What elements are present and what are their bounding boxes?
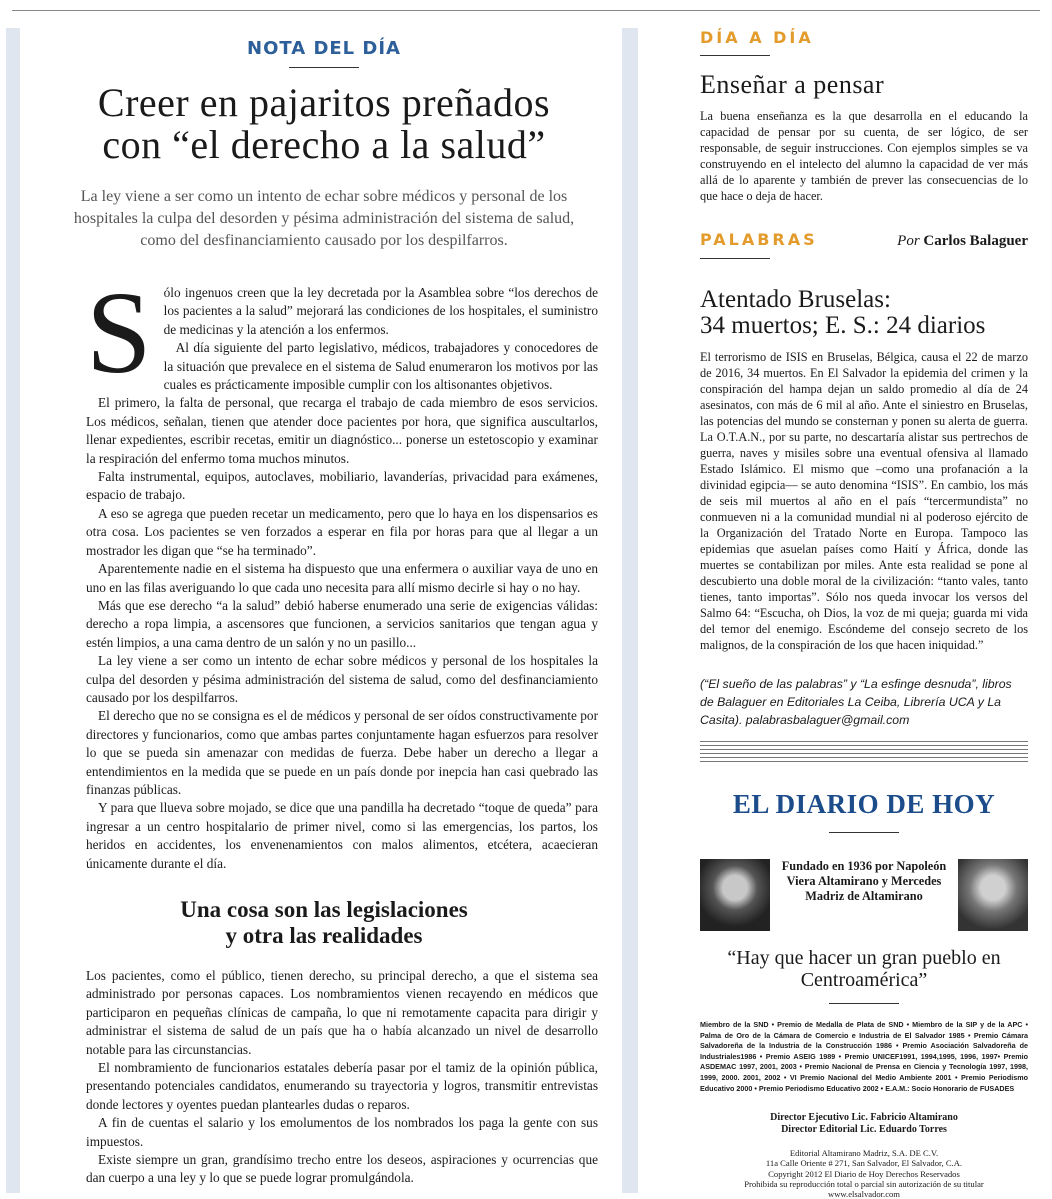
palabras-header: [700, 230, 1028, 250]
top-rule: [12, 10, 1040, 11]
founder-photo: [958, 859, 1028, 931]
paragraph: Existe siempre un gran, grandísimo trecho entre los deseos, aspiraciones y ocurrencias que dan cuerpo a una ley y lo que se puede lograr promulgándola.: [86, 1152, 598, 1186]
founder-quote: “Hay que hacer un gran pueblo en Centroamérica”: [727, 947, 1001, 991]
palabras-kicker: PALABRAS: [700, 230, 818, 249]
dia-text: La buena enseñanza es la que desarrolla en el educando la capacidad de pensar por su cuenta, de ser lógico, de ser responsable, de seguir instrucciones. Con ejemplos simples se va construyendo en el intelecto del alumno la capacidad de ver más allá de lo aparente y también de prever las consecuencias de lo que hace o deja de hacer.: [700, 109, 1028, 203]
byline-por: Por: [897, 233, 920, 249]
palabras-text: El terrorismo de ISIS en Bruselas, Bélgica, causa el 22 de marzo de 2016, 34 muertos. En El Salvador la epidemia del crimen y la conspiración del hampa dejan un saldo promedio al día de 24 asesinatos, con más de 6 mil al año. Ante el siniestro en Bruselas, las potencias del mundo se consternan y ponen su alerta de guerra. La O.T.A.N., por su parte, no descartaría alistar sus pertrechos de guerra, naves y misiles sobre una eventual ofensiva al llamado Estado Islámico. El mismo que –como una profanación a la divinidad egipcia— se auto denomina “ISIS”. En cambio, los más de seis mil muertos al año en el país “tercermundista” no conmueven ni a la comunidad mundial ni al poderoso ejército de la Organización del Tratado Norte en Europa. Tampoco las epidemias que asuelan países como Haití y África, donde las muertes se contabilizan por miles. Ante esta realidad se pone al descubierto una doble moral de la civilización: “tanto vales, tanto tienes, tanto importas”. Sólo nos queda invocar los versos del Salmo 64: “Escucha, oh Dios, la voz de mi queja; guarda mi vida del temor del enemigo. Escóndeme del consejo secreto de los malignos, de la conspiración de los que hacen iniquidad.”: [700, 350, 1028, 652]
headline-line-2: con “el derecho a la salud”: [102, 122, 546, 167]
quote-rule: [829, 1003, 899, 1004]
director-line: Director Editorial Lic. Eduardo Torres: [781, 1124, 947, 1136]
nota-deck: La ley viene a ser como un intento de echar sobre médicos y personal de los hospitales la culpa del desorden y pésima administración del sistema de salud, como del desfinanciamiento causado por los despilfarros.: [73, 188, 575, 249]
palabras-credit: (“El sueño de las palabras” y “La esfinge desnuda”, libros de Balaguer en Editoriales La Ceiba, Librería UCA y La Casita). palabrasbalaguer@gmail.com: [700, 677, 1012, 727]
paragraph: Al día siguiente del parto legislativo, médicos, trabajadores y conocedores de la situación que prevalece en el sistema de Salud enumeraron los motivos por las cuales es prácticamente imposible cumplir con los altisonantes objetivos.: [163, 340, 598, 393]
palabras-rule: [700, 258, 770, 259]
paragraph: Y para que llueva sobre mojado, se dice que una pandilla ha decretado “toque de queda” para ingresar a un centro hospitalario de primer nivel, como si las emergencias, los partos, los heridos en accidentes, los envenenamientos con malos alimentos, etcétera, acaecieran únicamente durante el día.: [86, 800, 598, 871]
paragraph: A eso se agrega que pueden recetar un medicamento, pero que lo haya en los dispensarios es otra cosa. Los pacientes se ven forzados a esperar en fila por horas para que al llegar a un mostrador les digan que “se ha terminado”.: [86, 505, 598, 558]
director-line: Director Ejecutivo Lic. Fabricio Altamirano: [770, 1112, 958, 1124]
imprint-line: Editorial Altamirano Madriz, S.A. DE C.V.: [789, 1148, 939, 1159]
palabras-title: [700, 287, 1028, 339]
dia-rule: [700, 55, 770, 56]
paragraph: El derecho que no se consigna es el de médicos y personal de ser oídos constructivamente por directores y funcionarios, como que ambas partes conjuntamente hagan esfuerzos para resolver lo que se pueda sin amenazar con medidas de fuerza. Debe haber un derecho a llegar a entendimientos en la medida que se puede en un país donde por inepcia han casi quebrado las finanzas públicas.: [86, 708, 598, 797]
paragraph: Falta instrumental, equipos, autoclaves, mobiliario, lavanderías, privacidad para exámenes, espacio de trabajo.: [86, 469, 598, 503]
founders-block: [700, 859, 1028, 947]
paragraph: Aparentemente nadie en el sistema ha dispuesto que una enfermera o auxiliar vaya de uno en uno en las filas averiguando lo que cada uno necesita para allí mismo decirle si hay o no hay.: [86, 561, 598, 595]
nota-subhead: [30, 897, 618, 949]
byline-author: Carlos Balaguer: [923, 233, 1028, 249]
dia-title: Enseñar a pensar: [700, 70, 885, 99]
imprint: [700, 1148, 1028, 1199]
nota-headline: [40, 82, 608, 166]
paragraph: ólo ingenuos creen que la ley decretada por la Asamblea sobre “los derechos de los pacientes a la salud” mejorará las condiciones de los hospitales, el suministro de medicinas y la atención a los enfermos.: [163, 285, 598, 337]
founder-photo: [700, 859, 770, 931]
masthead-logo: EL DIARIO DE HOY: [732, 789, 996, 819]
paragraph: A fin de cuentas el salario y los emolumentos de los nombrados los paga la gente con sus impuestos.: [86, 1115, 598, 1149]
kicker-rule: [289, 67, 359, 68]
palabras-title-line-1: Atentado Bruselas:: [700, 286, 891, 313]
imprint-line: Copyright 2012 El Diario de Hoy Derechos Reservados: [768, 1168, 960, 1179]
paragraph: Más que ese derecho “a la salud” debió haberse enumerado una serie de exigencias válidas: derecho a ropa limpia, a ascensores que funcionen, a servicios sanitarios que tengan agua y estén limpios, a una cama dentro de un salón y no un pasillo...: [86, 597, 598, 650]
subhead-line-1: Una cosa son las legislaciones: [180, 897, 468, 922]
nota-kicker: NOTA DEL DÍA: [247, 38, 401, 59]
imprint-line: 11a Calle Oriente # 271, San Salvador, El Salvador, C.A.: [765, 1158, 963, 1169]
palabras-byline: [897, 233, 1028, 250]
paragraph: El nombramiento de funcionarios estatales debería pasar por el tamiz de la opinión pública, presentando potenciales candidatos, enumerando su trayectoria y logros, transmitir entrevistas donde lectores y oyentes puedan plantearles dudas o reparos.: [86, 1060, 598, 1112]
nota-body: [86, 267, 598, 873]
left-band: [6, 28, 20, 1193]
paragraph: El primero, la falta de personal, que recarga el trabajo de cada miembro de esos servicios. Los médicos, señalan, tienen que atender doce pacientes por hora, que significa auscultarlos, llenar expedientes, escribir recetas, emitir un diagnóstico... ponerse un estetoscopio y examinar la respiración del enfermo toma muchos minutos.: [86, 395, 598, 466]
nota-body-2: [86, 967, 598, 1188]
headline-line-1: Creer en pajaritos preñados: [97, 80, 551, 125]
imprint-line: www.elsalvador.com: [828, 1188, 900, 1199]
dia-kicker: DÍA A DÍA: [700, 28, 814, 47]
nota-del-dia-column: [30, 28, 618, 1188]
palabras-title-line-2: 34 muertos; E. S.: 24 diarios: [700, 312, 986, 339]
masthead-rule: [829, 832, 899, 833]
paragraph: La ley viene a ser como un intento de echar sobre médicos y personal de los hospitales la culpa del desorden y pésima administración del sistema de salud, como del desfinanciamiento causado por los despilfarros.: [86, 653, 598, 705]
paragraph: Los pacientes, como el público, tienen derecho, su principal derecho, a que el sistema sea administrado por personas capaces. Los nombramientos vienen recayendo en médicos que participaron en pequeñas clínicas de campaña, lo que ni remotamente capacita para dirigir y administrar el sistema de salud de un país que ha o había alcanzado un nivel de desarrollo notable para las circunstancias.: [86, 968, 598, 1057]
directors: [700, 1112, 1028, 1136]
imprint-line: Prohibida su reproducción total o parcial sin autorización de su titular: [744, 1178, 984, 1189]
middle-band: [622, 28, 638, 1193]
right-column: [700, 28, 1028, 1199]
awards-list: Miembro de la SND • Premio de Medalla de Plata de SND • Miembro de la SIP y de la APC • Palma de Oro de la Cámara de Comercio e Industria de El Salvador 1985 • Premio Cámara Salvadoreña de la Industria de la Construcción 1986 • Premio Asociación Salvadoreña de Industriales1986 • Premio ASEIG 1989 • Premio UNICEF1991, 1994,1995, 1996, 1997• Premio ASDEMAC 1997, 2001, 2003 • Premio Nacional de Prensa en Ciencia y Tecnología 1997, 1998, 1999, 2000. 2001, 2002 • VI Premio Nacional del Medio Ambiente 2001 • Premio Periodismo Educativo 2000 • Premio Periodismo Educativo 2002 • E.A.M.: Socio Honorario de FUSADES: [700, 1020, 1028, 1093]
decorative-lines: [700, 741, 1028, 765]
founded-text: Fundado en 1936 por Napoleón Viera Altamirano y Mercedes Madriz de Altamirano: [781, 859, 947, 903]
subhead-line-2: y otra las realidades: [225, 923, 423, 948]
drop-cap: S: [86, 267, 152, 398]
